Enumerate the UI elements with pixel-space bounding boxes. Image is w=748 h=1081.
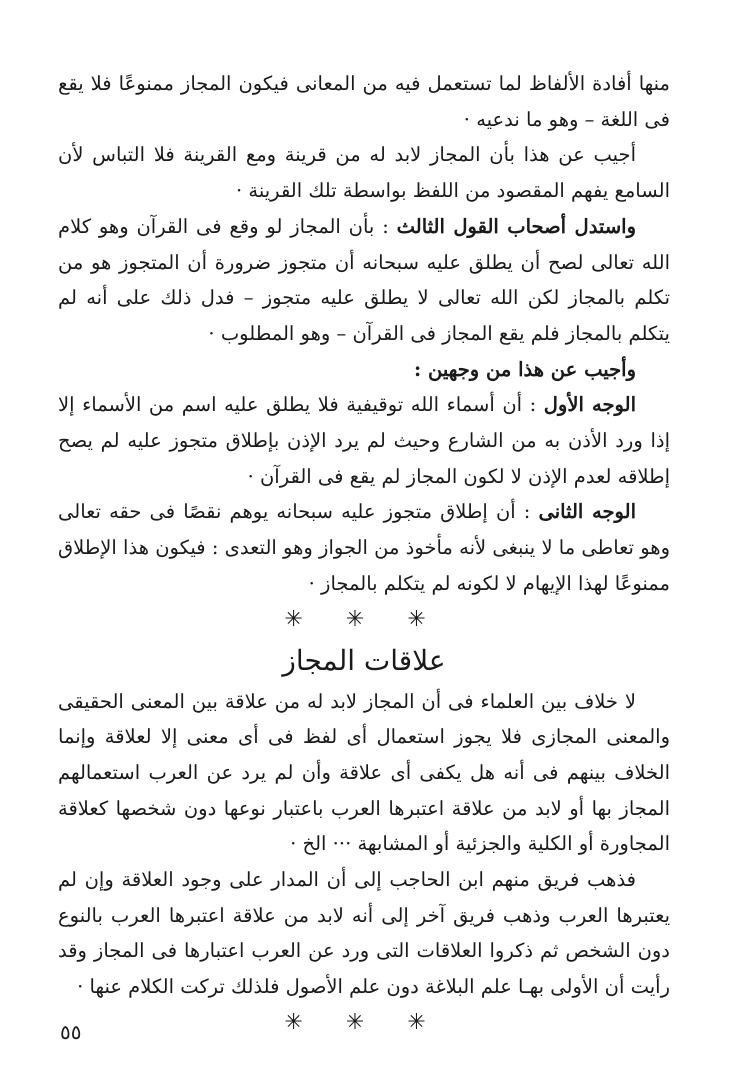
paragraph-3-body: : بأن المجاز لو وقع فى القرآن وهو كلام الله تعالى لصح أن يطلق عليه سبحانه أن متجوز ضرورة أن المتجوز هو من تكلم بالمجاز لكن الله تعالى لا يطلق عليه متجوز – فدل ذلك على أنه لم يتكلم بالمجاز فلم يقع المجاز فى القرآن – وهو المطلوب · xyxy=(58,214,670,345)
separator-stars-bottom: ✳ ✳ ✳ xyxy=(284,1009,444,1035)
paragraph-5-lead: الوجه الأول xyxy=(543,393,636,417)
paragraph-6-lead: الوجه الثانى xyxy=(538,500,636,524)
page-number: ٥٥ xyxy=(60,1020,82,1044)
paragraph-5-body: : أن أسماء الله توقيفية فلا يطلق عليه اسم من الأسماء إلا إذا ورد الأذن به من الشارع وحيث لم يرد الإذن بإطلاق متجوز عليه لم يصح إطلاقه لعدم الإذن لا لكون المجاز لم يقع فى القرآن · xyxy=(58,393,670,488)
paragraph-6 xyxy=(58,494,670,601)
section-title: علاقات المجاز xyxy=(282,643,446,677)
paragraph-4: وأجيب عن هذا من وجهين : xyxy=(414,357,636,381)
paragraph-3 xyxy=(58,209,670,352)
page-text xyxy=(58,66,670,1041)
paragraph-8: فذهب فريق منهم ابن الحاجب إلى أن المدار على وجود العلاقة وإن لم يعتبرها العرب وذهب فريق آخر إلى أنه لابد من علاقة اعتبرها العرب بالنوع دون الشخص ثم ذكروا العلاقات التى ورد عن العرب اعتبارها فى المجاز وقد رأيت أن الأولى بهـا علم البلاغة دون علم الأصول فلذلك تركت الكلام عنها · xyxy=(58,868,670,999)
paragraph-3-lead: واستدل أصحاب القول الثالث xyxy=(396,214,636,238)
paragraph-7: لا خلاف بين العلماء فى أن المجاز لابد له من علاقة بين المعنى الحقيقى والمعنى المجازى فلا يجوز استعمال أى لفظ فى أى معنى إلا لعلاقة وإنما الخلاف بينهم فى أنه هل يكفى أى علاقة وأن لم يرد عن العرب استعمالهم المجاز بها أو لابد من علاقة اعتبرها العرب باعتبار نوعها دون شخصها كعلاقة المجاورة أو الكلية والجزئية أو المشابهة ··· الخ · xyxy=(58,689,670,856)
paragraph-1: منها أفادة الألفاظ لما تستعمل فيه من المعانى فيكون المجاز ممنوعًا فلا يقع فى اللغة – وهو ما ندعيه · xyxy=(58,72,670,131)
paragraph-2: أجيب عن هذا بأن المجاز لابد له من قرينة ومع القرينة فلا التباس لأن السامع يفهم المقصود من اللفظ بواسطة تلك القرينة · xyxy=(58,143,670,203)
paragraph-5 xyxy=(58,387,670,494)
separator-stars-top: ✳ ✳ ✳ xyxy=(284,606,444,632)
paragraph-6-body: : أن إطلاق متجوز عليه سبحانه يوهم نقصًا فى حقه تعالى وهو تعاطى ما لا ينبغى لأنه مأخوذ من الجواز وهو التعدى : فيكون هذا الإطلاق ممنوعًا لهذا الإيهام لا لكونه لم يتكلم بالمجاز · xyxy=(58,500,670,595)
